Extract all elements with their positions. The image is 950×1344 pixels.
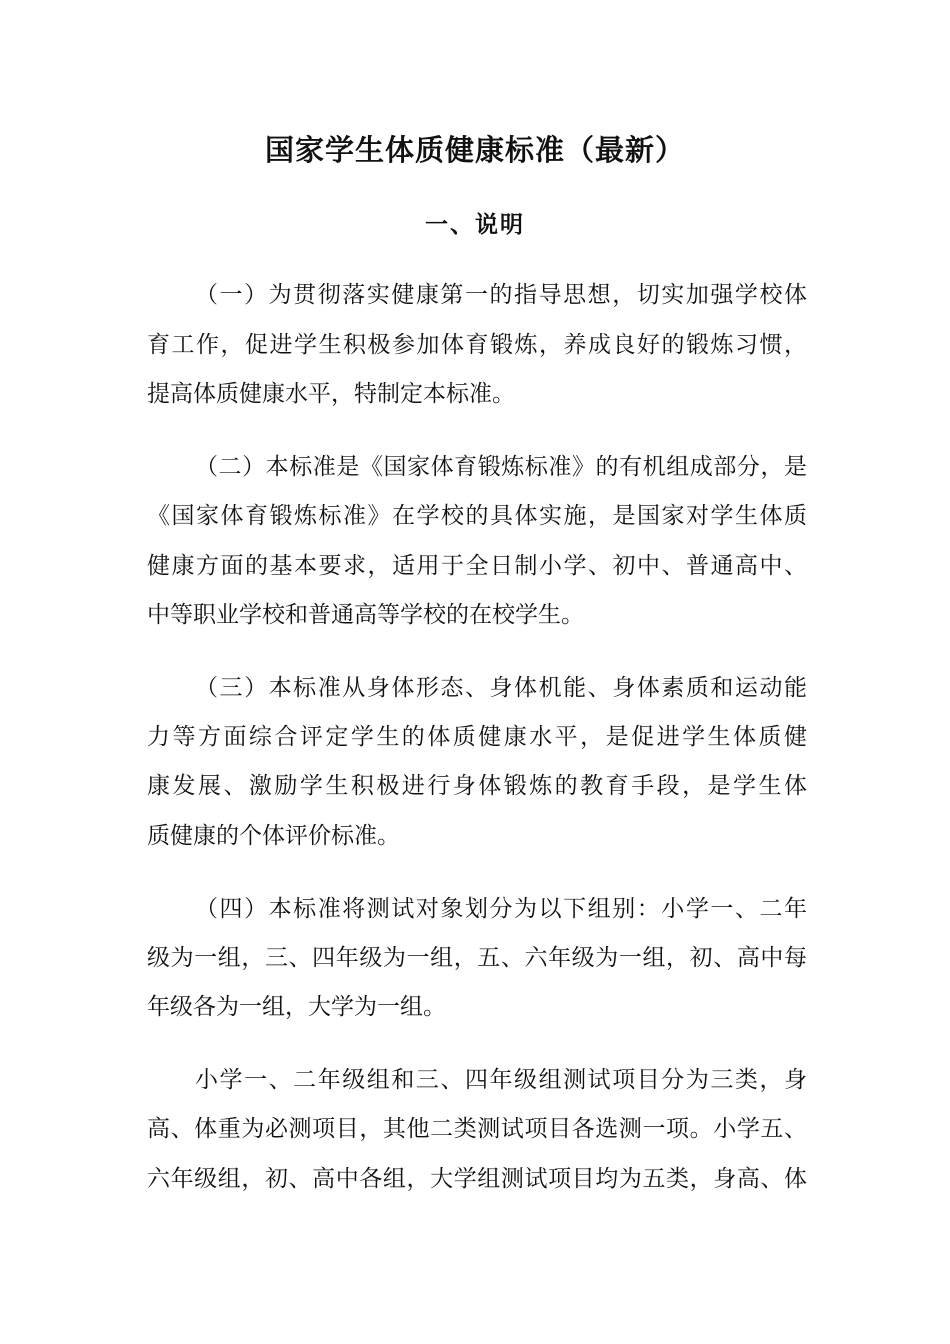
paragraph-2-line-3: 健康方面的基本要求，适用于全日制小学、初中、普通高中、 [147, 553, 807, 579]
document-title: 国家学生体质健康标准（最新） [264, 133, 685, 167]
paragraph-5-line-1: 小学一、二年级组和三、四年级组测试项目分为三类，身 [195, 1067, 807, 1093]
paragraph-4-line-3: 年级各为一组，大学为一组。 [147, 994, 446, 1020]
paragraph-4-line-2: 级为一组，三、四年级为一组，五、六年级为一组，初、高中每 [147, 945, 807, 971]
section-heading: 一、说明 [425, 211, 525, 238]
paragraph-5-line-3: 六年级组，初、高中各组，大学组测试项目均为五类，身高、体 [147, 1166, 807, 1192]
paragraph-4-line-1: （四）本标准将测试对象划分为以下组别：小学一、二年 [195, 896, 807, 922]
paragraph-1-line-3: 提高体质健康水平，特制定本标准。 [147, 381, 515, 407]
paragraph-3-line-2: 力等方面综合评定学生的体质健康水平，是促进学生体质健 [147, 724, 807, 750]
paragraph-1-line-2: 育工作，促进学生积极参加体育锻炼，养成良好的锻炼习惯， [147, 332, 807, 358]
paragraph-1-line-1: （一）为贯彻落实健康第一的指导思想，切实加强学校体 [195, 282, 807, 308]
paragraph-3-line-1: （三）本标准从身体形态、身体机能、身体素质和运动能 [195, 675, 807, 701]
paragraph-2-line-4: 中等职业学校和普通高等学校的在校学生。 [147, 602, 584, 628]
paragraph-2-line-1: （二）本标准是《国家体育锻炼标准》的有机组成部分，是 [195, 454, 807, 480]
paragraph-2-line-2: 《国家体育锻炼标准》在学校的具体实施，是国家对学生体质 [147, 503, 807, 529]
paragraph-3-line-4: 质健康的个体评价标准。 [147, 823, 400, 849]
paragraph-5-line-2: 高、体重为必测项目，其他二类测试项目各选测一项。小学五、 [147, 1116, 807, 1142]
paragraph-3-line-3: 康发展、激励学生积极进行身体锻炼的教育手段，是学生体 [147, 773, 807, 799]
